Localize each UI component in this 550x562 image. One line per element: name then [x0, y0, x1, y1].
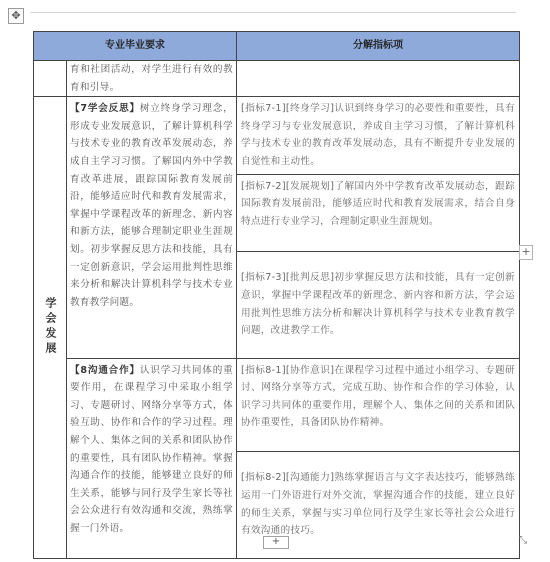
table-row — [34, 97, 520, 174]
table-header-row — [34, 32, 520, 61]
requirement-cell-7[interactable] — [67, 97, 237, 358]
indicator-7-1[interactable]: [指标7-1][终身学习]认识到终身学习的必要性和重要性，具有终身学习与专业发展意识，养成自主学习习惯，了解计算机科学与技术专业的教育改革发展动态，具有不断提升专业发展的自觉性和主动性。 — [237, 97, 520, 174]
category-label: 学会发展 — [44, 297, 57, 358]
page-rule — [30, 12, 516, 13]
empty-category-cell — [34, 61, 67, 97]
resize-handle-icon[interactable]: ⤡ — [519, 535, 527, 546]
requirement-8-title: 【8沟通合作】 — [70, 364, 140, 376]
indicator-8-2[interactable]: [指标8-2][沟通能力]熟练掌握语言与文字表达技巧，能够熟练运用一门外语进行对外交流，掌握沟通合作的技能，建立良好的师生关系，掌握与实习单位同行及学生家长等社会公众进行有效沟通的技巧。 — [237, 451, 520, 558]
requirement-7-title: 【7学会反思】 — [70, 103, 140, 115]
add-row-button[interactable]: + — [263, 536, 289, 549]
table-move-handle[interactable]: ✥ — [8, 8, 24, 24]
requirement-8-text: 认识学习共同体的重要作用，在课程学习中采取小组学习、专题研讨、网络分享等方式，体验互助、协作和合作的学习过程。理解个人、集体之间的关系和团队协作的重要性，具有团队协作精神。掌握沟通合作的技能，能够建立良好的师生关系，能够与同行及学生家长等社会公众进行有效沟通和交流，熟练掌握一门外语。 — [70, 364, 233, 534]
indicator-8-1[interactable]: [指标8-1][协作意识]在课程学习过程中通过小组学习、专题研讨、网络分享等方式，完成互助、协作和合作的学习体验，认识学习共同体的重要作用，理解个人、集体之间的关系和团队协作重要性，具备团队协作精神。 — [237, 358, 520, 451]
add-column-button[interactable]: + — [519, 245, 533, 260]
table-row — [34, 61, 520, 97]
requirement-cell-6-tail[interactable]: 育和社团活动，对学生进行有效的教育和引导。 — [67, 61, 237, 97]
indicator-7-3[interactable]: [指标7-3][批判反思]初步掌握反思方法和技能，具有一定创新意识，掌握中学课程改革的新理念、新内容和新方法，学会运用批判性思维方法分析和解决计算机科学与技术专业教育教学问题，改进教学工作。 — [237, 251, 520, 358]
category-cell — [34, 97, 67, 558]
indicator-cell-empty[interactable] — [237, 61, 520, 97]
indicator-7-2[interactable]: [指标7-2][发展规划]了解国内外中学教育改革发展动态，跟踪国际教育发展前沿，能够适应时代和教育发展需求，结合自身特点进行专业学习，合理制定职业生涯规划。 — [237, 174, 520, 251]
requirement-cell-8[interactable] — [67, 358, 237, 558]
requirement-7-text: 树立终身学习理念，形成专业发展意识，了解计算机科学与技术专业的教育改革发展动态，养成自主学习习惯。了解国内外中学教育改革进展，跟踪国际教育发展前沿，能够适应时代和教育发展需求，掌握中学课程改革的新理念、新内容和新方法，能够合理制定职业生涯规划。初步掌握反思方法和技能，具有一定创新意识，学会运用批判性思维来分析和解决计算机科学与技术专业教育教学问题。 — [70, 103, 233, 308]
header-requirement: 专业毕业要求 — [34, 32, 237, 61]
requirements-table — [33, 31, 520, 559]
header-indicator: 分解指标项 — [237, 32, 520, 61]
table-row — [34, 358, 520, 451]
